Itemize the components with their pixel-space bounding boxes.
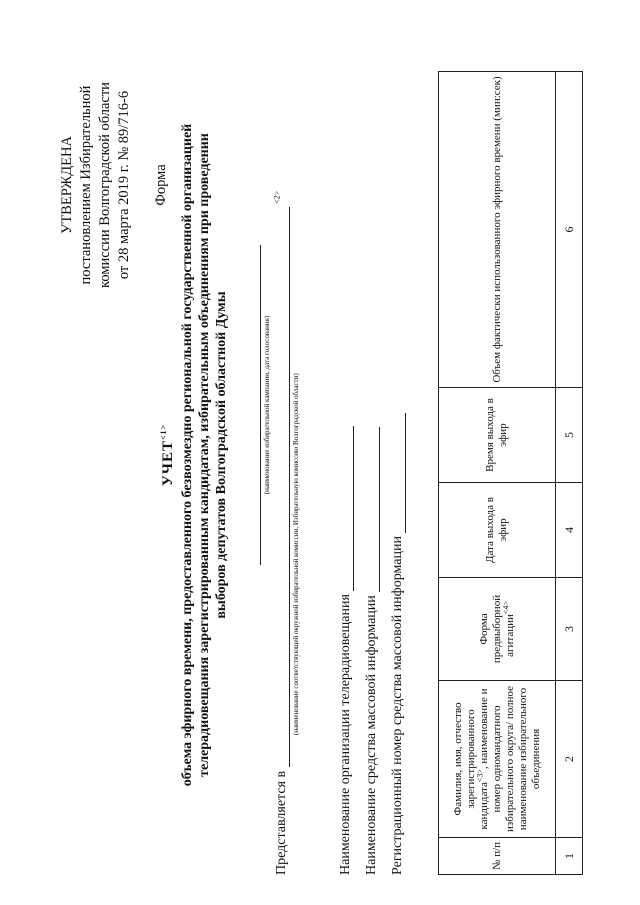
presented-label: Представляется в <box>274 770 289 875</box>
campaign-caption: (наименование избирательной кампании, дата голосования) <box>260 245 271 565</box>
header-cell-candidate: Фамилия, имя, отчество зарегистрированного кандидата$^{<3>}$, наименование и номер одномандатного избирательного округа/ полное наименование избирательного объединения <box>439 681 556 838</box>
approval-block <box>58 65 171 305</box>
presented-to-line <box>275 207 290 767</box>
title-note: <1> <box>159 423 168 441</box>
title-line-1: объема эфирного времени, предоставленного безвозмездно региональной государственной организацией <box>180 123 195 787</box>
reg-number-label: Регистрационный номер средства массовой информации <box>390 536 405 875</box>
number-cell: 3 <box>556 578 583 681</box>
document-title <box>160 65 230 845</box>
header-cell-volume: Объем фактически использованного эфирного времени (мин:сек) <box>439 72 556 388</box>
media-name-label: Наименование средства массовой информации <box>364 595 379 875</box>
media-name-row <box>364 427 380 875</box>
title-line-3: выборов депутатов Волгоградской областной Думы <box>214 291 229 619</box>
media-name-line <box>365 427 380 592</box>
number-cell: 4 <box>556 483 583 578</box>
number-cell: 5 <box>556 388 583 483</box>
table-header-row <box>439 72 556 875</box>
reg-number-line <box>391 413 406 533</box>
number-cell: 1 <box>556 838 583 875</box>
presented-note: <2> <box>272 190 282 204</box>
broadcast-table <box>438 71 583 875</box>
number-cell: 6 <box>556 72 583 388</box>
presented-caption: (наименование соответствующей окружной избирательной комиссии, Избирательную комиссию Волгоградской области) <box>292 373 300 735</box>
title-line-2: телерадиовещания зарегистрированным кандидатам, избирательным объединениям при проведении <box>197 133 212 777</box>
header-cell-date: Дата выхода в эфир <box>439 483 556 578</box>
number-cell: 2 <box>556 681 583 838</box>
approval-line-2: комиссии Волгоградской области <box>97 82 113 288</box>
form-label: Форма <box>153 164 169 206</box>
title-heading: $УЧЕТ^{<1>}$ <box>159 423 176 487</box>
table-number-row <box>556 72 583 875</box>
tv-org-line <box>339 426 354 591</box>
approval-line-1: постановлением Избирательной <box>78 85 94 285</box>
tv-org-label: Наименование организации телерадиовещания <box>338 594 353 875</box>
reg-number-row <box>390 413 406 875</box>
presented-to-row <box>272 95 300 875</box>
header-cell-time: Время выхода в эфир <box>439 388 556 483</box>
tv-org-row <box>338 426 354 875</box>
approval-heading: УТВЕРЖДЕНА <box>59 136 75 234</box>
header-cell-number: № п/п <box>439 838 556 875</box>
header-cell-form: Форма предвыборной агитации$^{<4>}$ <box>439 578 556 681</box>
approval-line-3: от 28 марта 2019 г. № 89/716-6 <box>116 90 132 280</box>
